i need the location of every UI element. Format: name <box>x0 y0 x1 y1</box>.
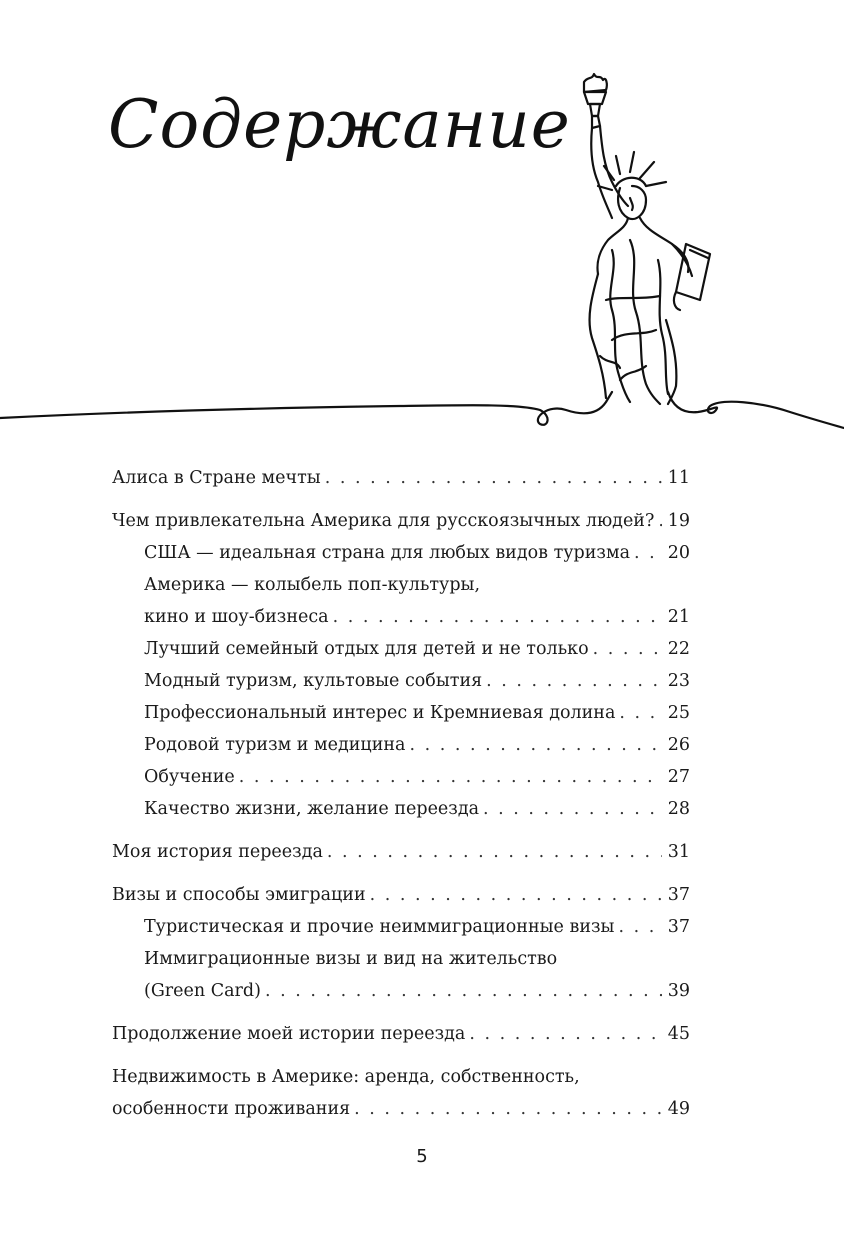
toc-entry-page: 20 <box>667 543 690 563</box>
toc-entry-page: 37 <box>667 917 690 937</box>
toc-entry[interactable] <box>112 879 690 911</box>
toc-entry-page: 19 <box>667 511 690 531</box>
toc-entry-title: Родовой туризм и медицина <box>144 735 406 755</box>
leader-dots <box>327 836 662 868</box>
toc-entry-title: Качество жизни, желание переезда <box>144 799 480 819</box>
toc-entry-title-line2: кино и шоу-бизнеса <box>144 607 329 627</box>
leader-dots <box>618 911 661 943</box>
toc-entry-title: Модный туризм, культовые события <box>144 671 483 691</box>
toc-entry-page: 25 <box>667 703 690 723</box>
toc-entry-title-line1: Иммиграционные визы и вид на жительство <box>144 949 558 969</box>
toc-entry-title: Обучение <box>144 767 235 787</box>
leader-dots <box>634 537 662 569</box>
toc-subentry[interactable] <box>112 911 690 943</box>
toc-entry-page: 26 <box>667 735 690 755</box>
toc-subentry[interactable] <box>112 537 690 569</box>
table-of-contents <box>112 462 690 1125</box>
toc-entry-page: 11 <box>667 468 690 488</box>
toc-entry-title: Туристическая и прочие неиммиграционные визы <box>144 917 615 937</box>
toc-subentry[interactable] <box>112 943 690 1007</box>
leader-dots <box>265 975 662 1007</box>
toc-entry-title: Профессиональный интерес и Кремниевая долина <box>144 703 616 723</box>
leader-dots <box>483 793 662 825</box>
toc-subentry[interactable] <box>112 569 690 633</box>
toc-entry[interactable] <box>112 1061 690 1125</box>
leader-dots <box>619 697 661 729</box>
toc-subentry[interactable] <box>112 793 690 825</box>
toc-entry[interactable] <box>112 505 690 537</box>
leader-dots <box>469 1018 661 1050</box>
toc-entry-title: США — идеальная страна для любых видов туризма <box>144 543 631 563</box>
leader-dots <box>658 505 661 537</box>
toc-entry-title-line2: (Green Card) <box>144 981 261 1001</box>
toc-entry-title: Лучший семейный отдых для детей и не только <box>144 639 589 659</box>
toc-subentry[interactable] <box>112 697 690 729</box>
toc-entry[interactable] <box>112 1018 690 1050</box>
leader-dots <box>239 761 662 793</box>
leader-dots <box>325 462 662 494</box>
toc-entry-page: 27 <box>667 767 690 787</box>
toc-entry-page: 23 <box>667 671 690 691</box>
toc-subentry[interactable] <box>112 761 690 793</box>
toc-entry[interactable] <box>112 462 690 494</box>
toc-subentry[interactable] <box>112 665 690 697</box>
toc-entry-title-line1: Недвижимость в Америке: аренда, собственность, <box>112 1067 580 1087</box>
leader-dots <box>333 601 662 633</box>
toc-entry-page: 28 <box>667 799 690 819</box>
toc-entry-page: 21 <box>667 607 690 627</box>
toc-entry-page: 31 <box>667 842 690 862</box>
toc-subentry[interactable] <box>112 633 690 665</box>
toc-entry-page: 45 <box>667 1024 690 1044</box>
leader-dots <box>370 879 662 911</box>
page-number: 5 <box>416 1146 428 1167</box>
leader-dots <box>593 633 662 665</box>
toc-entry-title: Моя история переезда <box>112 842 323 862</box>
toc-entry-title: Визы и способы эмиграции <box>112 885 366 905</box>
toc-entry-page: 37 <box>667 885 690 905</box>
toc-entry-title: Чем привлекательна Америка для русскоязычных людей? <box>112 511 655 531</box>
toc-entry-title-line1: Америка — колыбель поп-культуры, <box>144 575 481 595</box>
toc-entry-page: 39 <box>667 981 690 1001</box>
leader-dots <box>409 729 661 761</box>
page-title: Содержание <box>108 86 571 163</box>
leader-dots <box>354 1093 662 1125</box>
statue-of-liberty-line-drawing-icon <box>0 0 844 440</box>
toc-entry-page: 49 <box>667 1099 690 1119</box>
header <box>0 0 844 440</box>
toc-entry[interactable] <box>112 836 690 868</box>
leader-dots <box>486 665 662 697</box>
toc-entry-title: Продолжение моей истории переезда <box>112 1024 466 1044</box>
toc-entry-page: 22 <box>667 639 690 659</box>
toc-entry-title: Алиса в Стране мечты <box>112 468 321 488</box>
toc-subentry[interactable] <box>112 729 690 761</box>
toc-entry-title-line2: особенности проживания <box>112 1099 351 1119</box>
